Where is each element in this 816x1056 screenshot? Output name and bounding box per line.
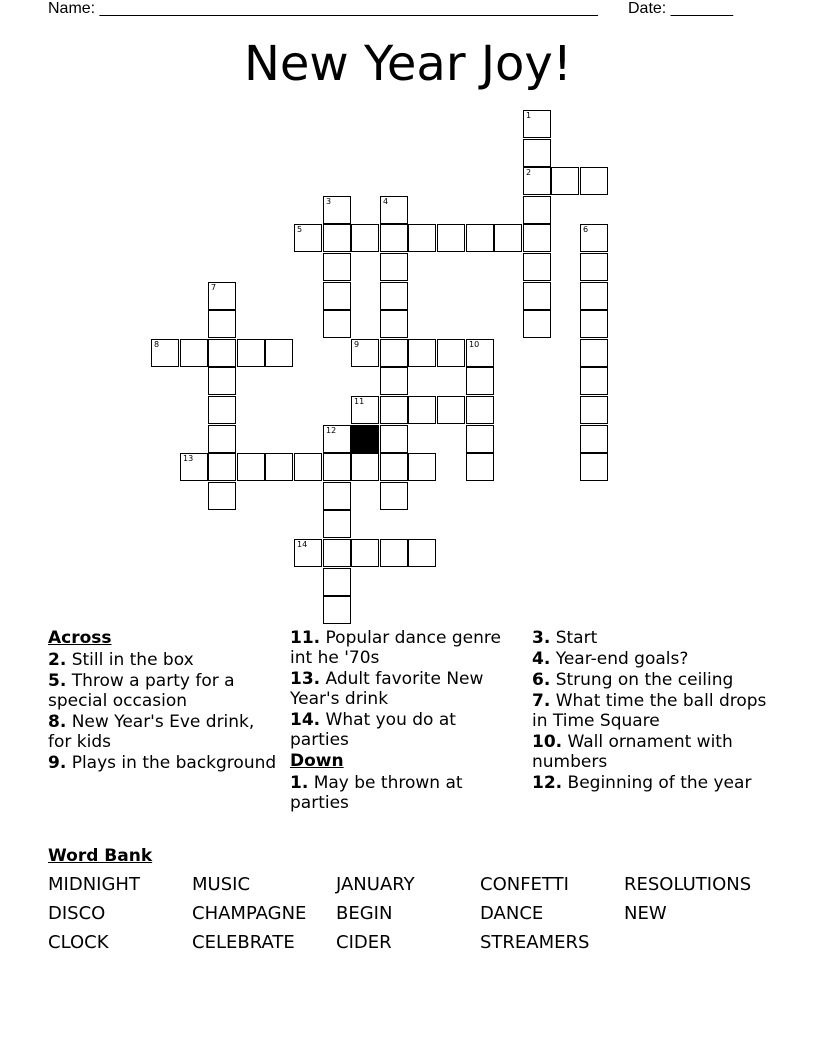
grid-cell[interactable] [408,224,436,252]
grid-cell[interactable] [437,224,465,252]
cell-number: 4 [383,197,389,206]
grid-cell[interactable] [380,310,408,338]
clue-across-5: 5. Throw a party for a special occasion [48,671,235,711]
cell-number: 11 [354,397,365,406]
grid-cell[interactable] [580,282,608,310]
grid-cell[interactable] [580,224,608,252]
grid-cell[interactable] [323,282,351,310]
grid-cell[interactable] [408,396,436,424]
grid-cell[interactable] [437,396,465,424]
grid-cell[interactable] [380,396,408,424]
grid-cell[interactable] [466,396,494,424]
word-bank-item: CELEBRATE [192,932,295,953]
cell-number: 6 [583,225,589,234]
grid-cell[interactable] [580,253,608,281]
clue-across-9: 9. Plays in the background [48,753,277,773]
grid-cell[interactable] [494,224,522,252]
grid-cell[interactable] [380,425,408,453]
clue-down-7: 7. What time the ball drops in Time Square [532,691,767,731]
grid-cell[interactable] [208,482,236,510]
cell-number: 1 [526,111,532,120]
grid-cell[interactable] [523,110,551,138]
clue-across-8: 8. New Year's Eve drink, for kids [48,712,255,752]
clue-down-3: 3. Start [532,628,598,648]
grid-cell[interactable] [380,453,408,481]
grid-cell[interactable] [294,539,322,567]
grid-cell[interactable] [237,453,265,481]
black-cell [351,425,379,453]
cell-number: 9 [354,340,360,349]
grid-cell[interactable] [294,224,322,252]
clue-down-1: 1. May be thrown at parties [290,773,463,813]
grid-cell[interactable] [408,339,436,367]
grid-cell[interactable] [294,453,322,481]
grid-cell[interactable] [265,453,293,481]
grid-cell[interactable] [237,339,265,367]
cell-number: 3 [326,197,332,206]
page-title: New Year Joy! [243,36,572,92]
grid-cell[interactable] [323,596,351,624]
word-bank-item: CLOCK [48,932,109,953]
grid-cell[interactable] [380,339,408,367]
word-bank-item: MUSIC [192,874,251,895]
grid-cell[interactable] [523,282,551,310]
word-bank-heading: Word Bank [48,846,153,866]
grid-cell[interactable] [323,310,351,338]
date-field[interactable]: Date: _______ [628,0,733,17]
grid-cell[interactable] [323,568,351,596]
grid-cell[interactable] [580,367,608,395]
grid-cell[interactable] [523,310,551,338]
grid-cell[interactable] [265,339,293,367]
grid-cell[interactable] [551,167,579,195]
grid-cell[interactable] [323,510,351,538]
name-field[interactable]: Name: ________________________________________________________ [48,0,598,17]
word-bank-item: NEW [624,903,667,924]
grid-cell[interactable] [351,396,379,424]
grid-cell[interactable] [208,310,236,338]
grid-cell[interactable] [523,196,551,224]
grid-cell[interactable] [208,339,236,367]
cell-number: 12 [326,426,337,435]
grid-cell[interactable] [466,425,494,453]
grid-cell[interactable] [351,224,379,252]
grid-cell[interactable] [580,396,608,424]
grid-cell[interactable] [466,339,494,367]
grid-cell[interactable] [208,396,236,424]
word-bank [48,874,768,953]
grid-cell[interactable] [380,253,408,281]
grid-cell[interactable] [580,453,608,481]
cell-number: 14 [297,540,308,549]
grid-cell[interactable] [208,453,236,481]
cell-number: 8 [154,340,160,349]
grid-cell[interactable] [380,282,408,310]
clue-down-10: 10. Wall ornament with numbers [532,732,733,772]
grid-cell[interactable] [323,253,351,281]
grid-cell[interactable] [151,339,179,367]
clues-column-1 [48,628,278,774]
grid-cell[interactable] [580,310,608,338]
grid-cell[interactable] [580,167,608,195]
clue-across-13: 13. Adult favorite New Year's drink [290,669,484,709]
grid-cell[interactable] [466,453,494,481]
cell-number: 5 [297,225,303,234]
clue-down-12: 12. Beginning of the year [532,773,752,793]
word-bank-item: MIDNIGHT [48,874,140,895]
cell-number: 10 [469,340,480,349]
grid-cell[interactable] [208,367,236,395]
word-bank-item: CIDER [336,932,392,953]
word-bank-item: JANUARY [336,874,415,895]
word-bank-item: STREAMERS [480,932,590,953]
grid-cell[interactable] [580,339,608,367]
word-bank-item: BEGIN [336,903,393,924]
word-bank-item: RESOLUTIONS [624,874,752,895]
down-heading: Down [290,751,344,771]
word-bank-item: CONFETTI [480,874,569,895]
grid-cell[interactable] [351,339,379,367]
grid-cell[interactable] [208,282,236,310]
clue-down-6: 6. Strung on the ceiling [532,670,734,690]
grid-cell[interactable] [466,224,494,252]
grid-cell[interactable] [380,367,408,395]
clue-down-4: 4. Year-end goals? [532,649,689,669]
grid-cell[interactable] [323,539,351,567]
grid-cell[interactable] [323,482,351,510]
grid-cell[interactable] [466,367,494,395]
grid-cell[interactable] [437,339,465,367]
clue-across-14: 14. What you do at parties [290,710,456,750]
grid-cell[interactable] [580,425,608,453]
grid-cell[interactable] [180,453,208,481]
grid-cell[interactable] [380,224,408,252]
cell-number: 7 [211,283,217,292]
grid-cell[interactable] [351,453,379,481]
word-bank-item: DANCE [480,903,544,924]
clues-column-3 [532,628,772,794]
grid-cell[interactable] [523,224,551,252]
grid-cell[interactable] [323,224,351,252]
cell-number: 13 [183,454,194,463]
grid-cell[interactable] [180,339,208,367]
grid-cell[interactable] [208,425,236,453]
word-bank-item: DISCO [48,903,106,924]
clue-across-2: 2. Still in the box [48,650,194,670]
grid-cell[interactable] [323,453,351,481]
grid-cell[interactable] [380,539,408,567]
grid-cell[interactable] [323,425,351,453]
clue-across-11: 11. Popular dance genre int he '70s [290,628,501,668]
grid-cell[interactable] [523,167,551,195]
grid-cell[interactable] [380,482,408,510]
grid-cell[interactable] [523,253,551,281]
grid-cell[interactable] [380,196,408,224]
grid-cell[interactable] [408,539,436,567]
cell-number: 2 [526,168,532,177]
grid-cell[interactable] [523,139,551,167]
across-heading: Across [48,628,112,648]
grid-cell[interactable] [323,196,351,224]
clues-column-2 [290,628,520,814]
grid-cell[interactable] [408,453,436,481]
word-bank-item: CHAMPAGNE [192,903,307,924]
grid-cell[interactable] [351,539,379,567]
